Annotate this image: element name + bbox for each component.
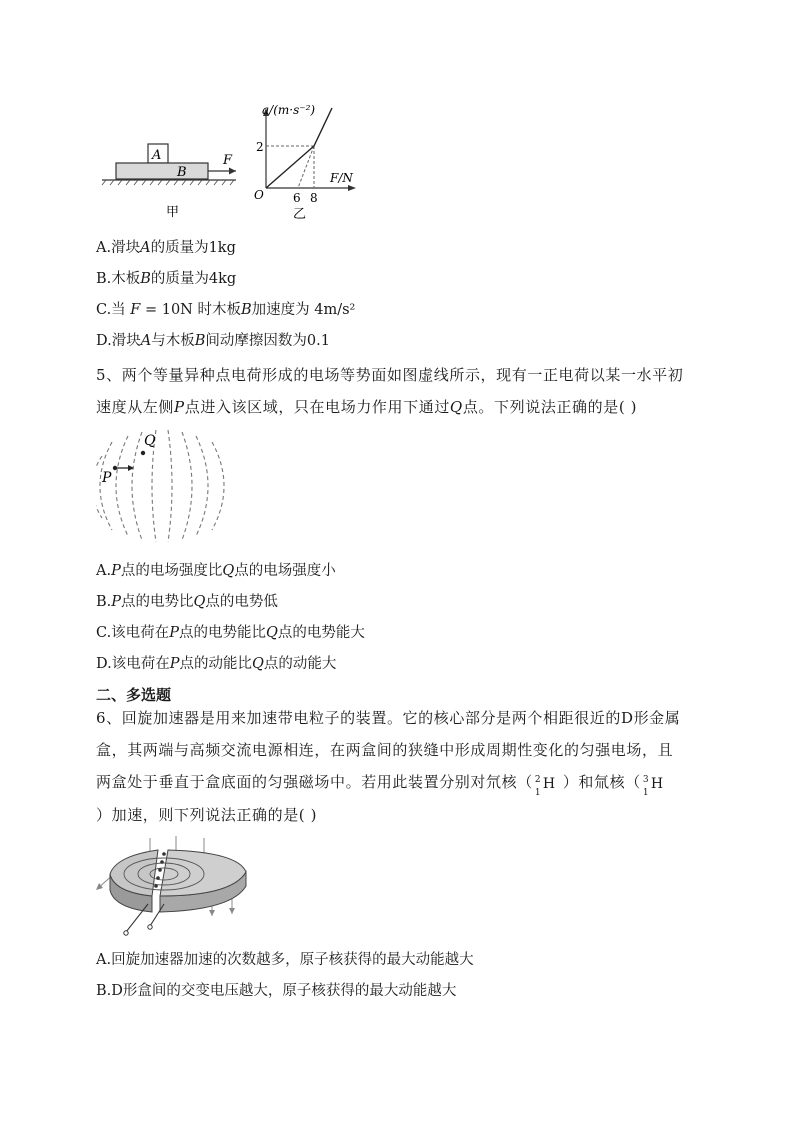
figure-equipotential (96, 426, 246, 548)
q6-stem-line-1: 6、回旋加速器是用来加速带电粒子的装置。它的核心部分是两个相距很近的D形金属 (96, 709, 681, 727)
q5-option-a: A.P点的电场强度比Q点的电场强度小 (96, 563, 336, 579)
figure-block-board (96, 98, 376, 224)
q4-option-c: C.当 F = 10N 时木板B加速度为 4m/s² (96, 302, 356, 318)
equipotential-center-right (168, 430, 172, 542)
figure-cyclotron (92, 834, 252, 940)
q5-stem-line-1: 5、两个等量异种点电荷形成的电场等势面如图虚线所示，现有一正电荷以某一水平初 (96, 366, 684, 384)
figure-left-label: 甲 (166, 205, 180, 220)
point-q-dot (141, 451, 145, 455)
graph-y-label: a/(m·s⁻²) (262, 103, 316, 117)
figure-right-label: 乙 (293, 207, 307, 222)
force-arrowhead (229, 168, 236, 175)
q4-option-a: A.滑块A的质量为1kg (96, 240, 236, 256)
q6-stem-line-4: ）加速，则下列说法正确的是( ) (96, 806, 318, 824)
graph-origin: O (254, 188, 264, 202)
q4-option-b: B.木板B的质量为4kg (96, 271, 237, 287)
q5-option-b: B.P点的电势比Q点的电势低 (96, 594, 278, 610)
q4-option-d: D.滑块A与木板B间动摩擦因数为0.1 (96, 333, 330, 349)
nuclide-h2: 2 1 H (534, 775, 556, 798)
q6-option-b: B.D形盒间的交变电压越大，原子核获得的最大动能越大 (96, 983, 457, 999)
q5-stem-line-2: 速度从左侧P点进入该区域，只在电场力作用下通过Q点。下列说法正确的是( ) (96, 398, 638, 416)
graph-y-tick: 2 (256, 140, 264, 154)
q6-stem-line-3: 两盒处于垂直于盒底面的匀强磁场中。若用此装置分别对氘核（ 2 1 H ）和氚核（ 3 1 H (96, 772, 671, 792)
equipotential-left-4 (96, 456, 102, 518)
equipotential-right-3 (212, 442, 224, 530)
force-label: F (223, 153, 233, 168)
ground-hatching (102, 180, 234, 185)
section-title: 二、多选题 (96, 686, 172, 704)
point-q-label: Q (144, 433, 156, 449)
equipotential-left-2 (116, 436, 128, 536)
block-a-label: A (152, 148, 162, 163)
graph-x-label: F/N (330, 171, 353, 185)
point-p-label: P (102, 470, 112, 486)
board-b (116, 163, 208, 179)
board-b-label: B (177, 165, 187, 180)
q5-option-d: D.该电荷在P点的动能比Q点的动能大 (96, 656, 337, 672)
graph-x-tick-8: 8 (310, 191, 318, 205)
graph-line (266, 108, 332, 188)
q5-option-c: C.该电荷在P点的电势能比Q点的电势能大 (96, 625, 365, 641)
q6-option-a: A.回旋加速器加速的次数越多，原子核获得的最大动能越大 (96, 952, 474, 968)
equipotential-right-1 (182, 432, 192, 540)
equipotential-left-1 (132, 432, 142, 540)
nuclide-h3: 3 1 H (642, 775, 664, 798)
q6-stem-line-2: 盒，其两端与高频交流电源相连，在两盒间的狭缝中形成周期性变化的匀强电场，且 (96, 741, 674, 759)
graph-x-arrowhead (348, 185, 356, 191)
graph-x-tick-6: 6 (293, 191, 301, 205)
equipotential-right-2 (196, 436, 208, 536)
